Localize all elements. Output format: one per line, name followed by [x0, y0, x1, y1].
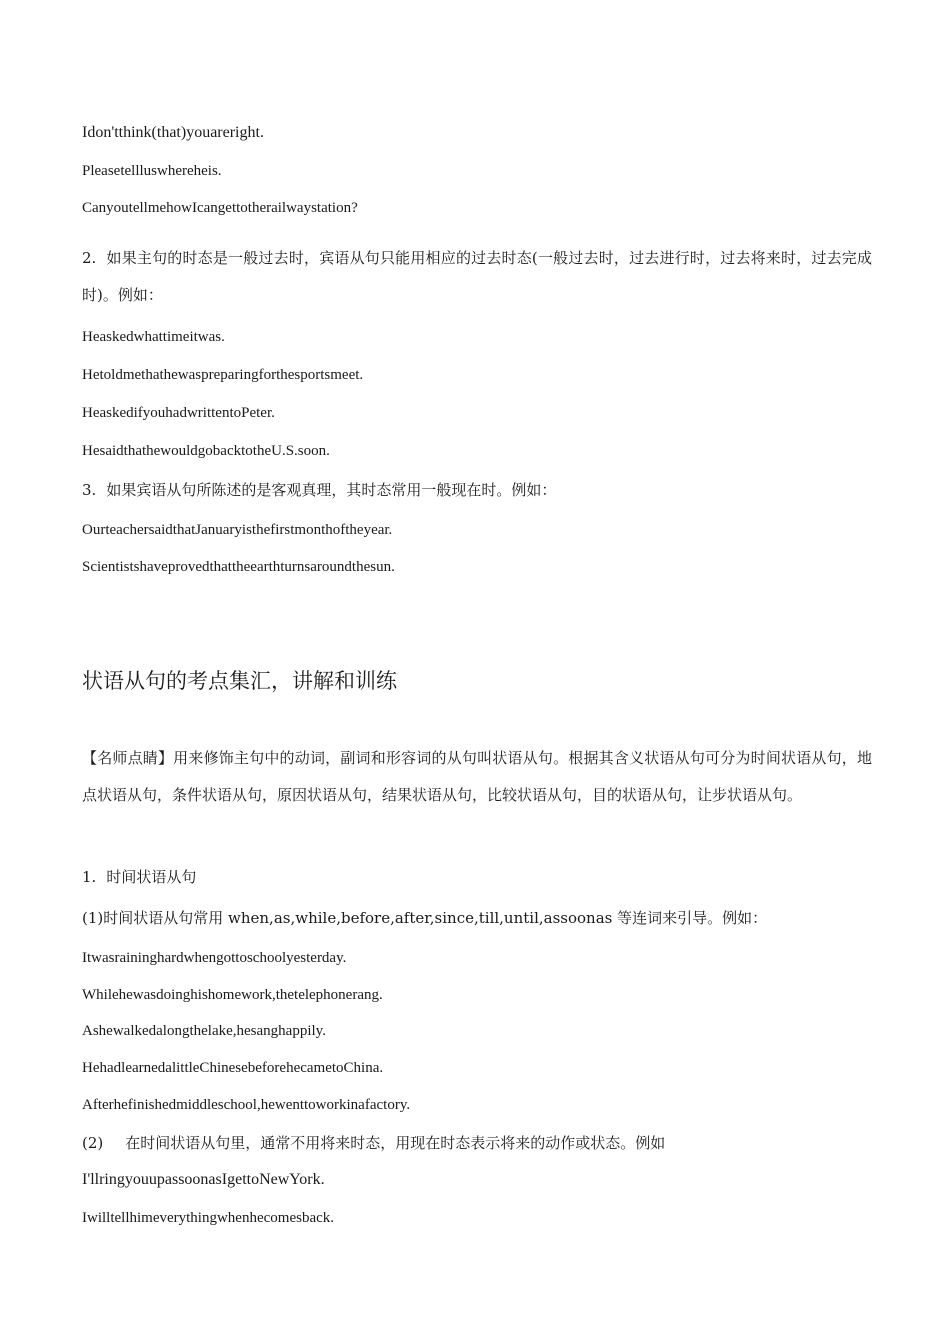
- rule-paragraph-3: [82, 480, 556, 500]
- example-sentence: Heaskedwhattimeitwas.: [82, 329, 225, 345]
- rule-text: 如果主句的时态是一般过去时，宾语从句只能用相应的过去时态(一般过去时，过去进行时，过去将来时，过去完成时)。例如：: [82, 249, 872, 304]
- sub-rule-1: (1)时间状语从句常用 when,as,while,before,after,since,till,until,assoonas 等连词来引导。例如：: [82, 909, 768, 927]
- rule-number: 2.: [82, 249, 97, 267]
- example-sentence: HehadlearnedalittleChinesebeforehecametoChina.: [82, 1060, 384, 1076]
- example-sentence: Pleasetellluswhereheis.: [82, 163, 222, 179]
- example-sentence: Itwasraininghardwhengottoschoolyesterday.: [82, 950, 347, 966]
- example-sentence: Whilehewasdoinghishomework,thetelephonerang.: [82, 987, 383, 1003]
- sub-rule-number: (2): [82, 1134, 104, 1152]
- example-sentence: Afterhefinishedmiddleschool,hewenttoworkinafactory.: [82, 1097, 411, 1113]
- example-sentence: HesaidthathewouldgobacktotheU.S.soon.: [82, 443, 330, 459]
- example-sentence: I'llringyouupassoonasIgettoNewYork.: [82, 1171, 325, 1188]
- item-heading: [82, 867, 196, 887]
- rule-number: 3.: [82, 481, 97, 499]
- example-sentence: Hetoldmethathewaspreparingforthesportsmeet.: [82, 367, 364, 383]
- example-sentence: Iwilltellhimeverythingwhenhecomesback.: [82, 1210, 335, 1226]
- item-number: 1.: [82, 868, 97, 886]
- sub-rule-text: 在时间状语从句里，通常不用将来时态，用现在时态表示将来的动作或状态。例如: [125, 1134, 666, 1152]
- example-sentence: Ashewalkedalongthelake,hesanghappily.: [82, 1023, 326, 1039]
- example-sentence: OurteachersaidthatJanuaryisthefirstmonthoftheyear.: [82, 522, 393, 538]
- example-sentence: HeaskedifyouhadwrittentoPeter.: [82, 405, 275, 421]
- rule-text: 如果宾语从句所陈述的是客观真理，其时态常用一般现在时。例如：: [106, 481, 557, 499]
- item-text: 时间状语从句: [106, 868, 197, 886]
- example-sentence: CanyoutellmehowIcangettotherailwaystation?: [82, 200, 358, 216]
- section-title: 状语从句的考点集汇，讲解和训练: [82, 669, 397, 693]
- example-sentence: Idon'tthink(that)youareright.: [82, 124, 264, 141]
- example-sentence: Scientistshaveprovedthattheearthturnsaroundthesun.: [82, 559, 395, 575]
- sub-rule-2: [82, 1133, 665, 1153]
- intro-paragraph: 【名师点睛】用来修饰主句中的动词，副词和形容词的从句叫状语从句。根据其含义状语从句可分为时间状语从句，地点状语从句，条件状语从句，原因状语从句，结果状语从句，比较状语从句，目的状语从句，让步状语从句。: [82, 749, 872, 804]
- rule-paragraph-2: [82, 240, 872, 314]
